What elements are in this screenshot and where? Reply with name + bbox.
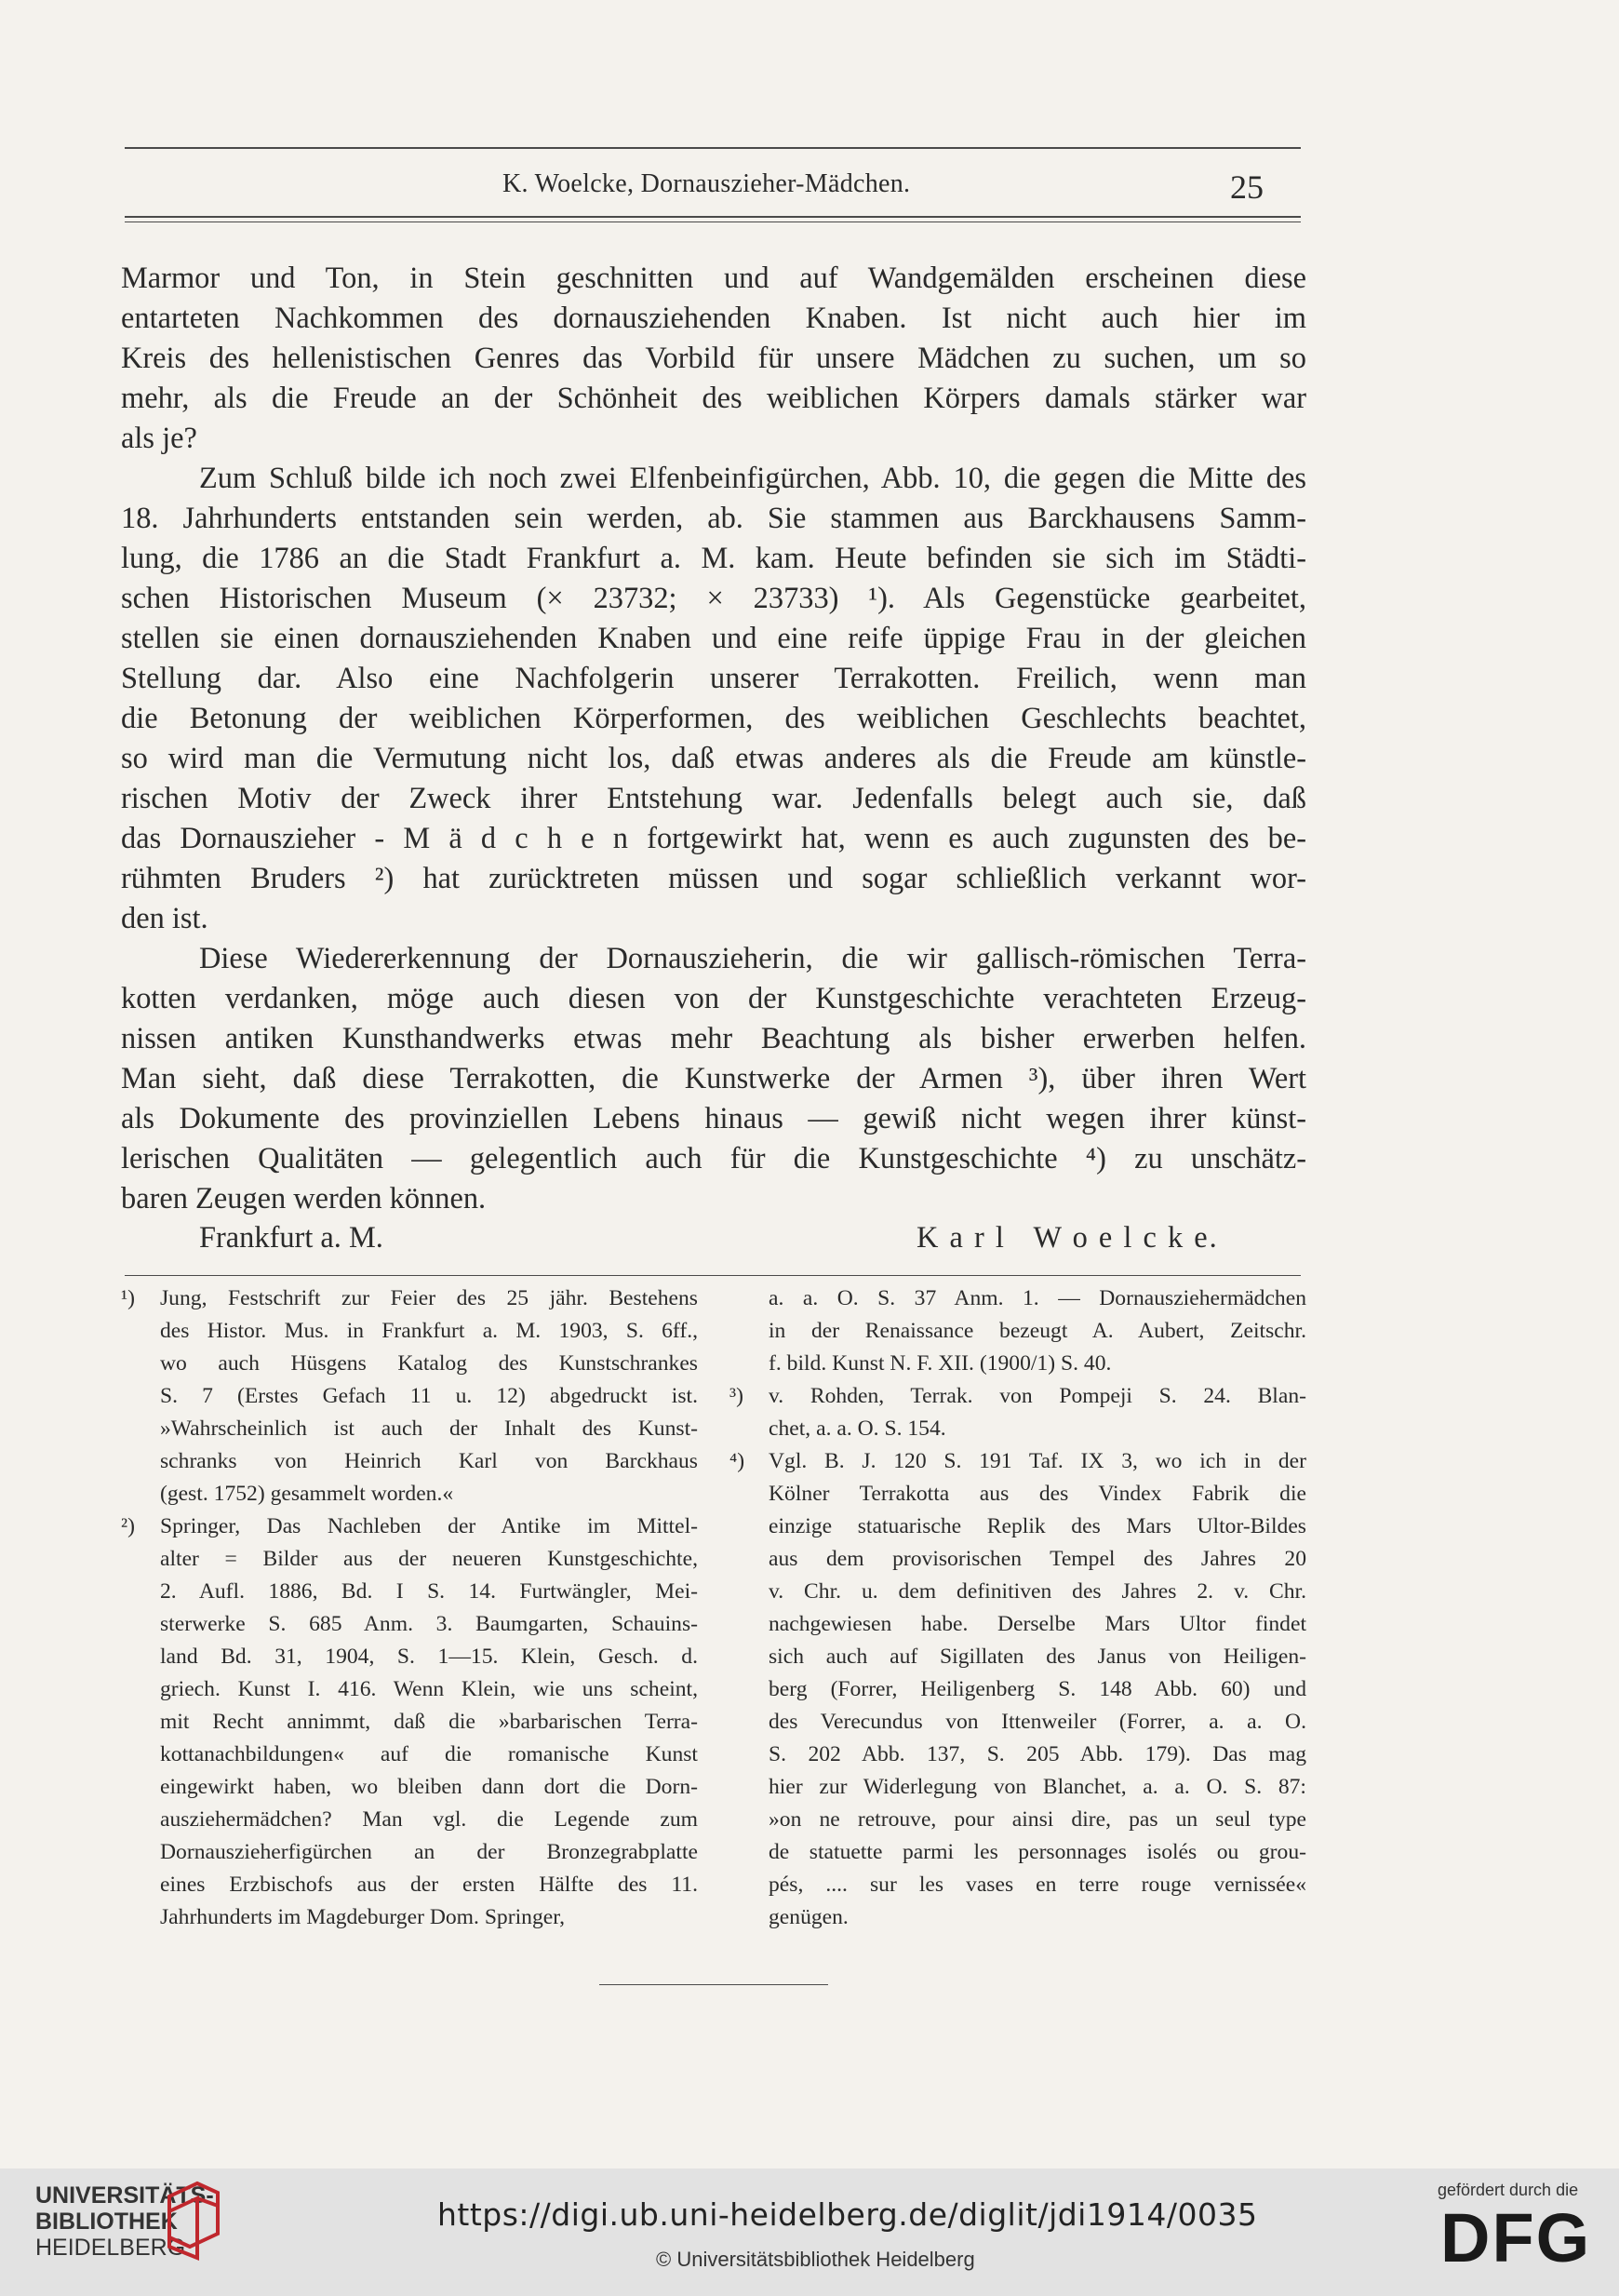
footnote bbox=[121, 1282, 698, 1511]
footnote-line: v. Chr. u. dem definitiven des Jahres 2. v. Chr. bbox=[769, 1579, 1306, 1604]
footnote-line: alter = Bilder aus der neueren Kunstgeschichte, bbox=[160, 1547, 698, 1571]
body-line: kotten verdanken, möge auch diesen von der Kunstgeschichte verachteten Erzeug- bbox=[121, 982, 1306, 1015]
footnotes-right-column bbox=[729, 1282, 1306, 1934]
footnote-number: ¹) bbox=[121, 1286, 135, 1310]
copyright-notice: © Universitätsbibliothek Heidelberg bbox=[656, 2248, 975, 2271]
footnote-number: ⁴) bbox=[729, 1449, 745, 1473]
footnote-line: genügen. bbox=[769, 1905, 849, 1929]
footnote-line: einzige statuarische Replik des Mars Ultor-Bildes bbox=[769, 1514, 1306, 1538]
footnote bbox=[729, 1282, 1306, 1380]
body-line: als je? bbox=[121, 422, 197, 455]
footnote-number: ²) bbox=[121, 1514, 135, 1538]
body-line: lerischen Qualitäten — gelegentlich auch für die Kunstgeschichte ⁴) zu unschätz- bbox=[121, 1142, 1306, 1175]
footnote-line: 2. Aufl. 1886, Bd. I S. 14. Furtwängler, Mei- bbox=[160, 1579, 698, 1604]
body-line: rischen Motiv der Zweck ihrer Entstehung war. Jedenfalls belegt auch sie, daß bbox=[121, 782, 1306, 815]
footnote-line: aus dem provisorischen Tempel des Jahres 20 bbox=[769, 1547, 1306, 1571]
footnote bbox=[121, 1511, 698, 1934]
body-line: das Dornauszieher - M ä d c h e n fortgewirkt hat, wenn es auch zugunsten des be- bbox=[121, 822, 1306, 855]
footnote-line: »on ne retrouve, pour ainsi dire, pas un seul type bbox=[769, 1807, 1306, 1832]
funded-by-label: gefördert durch die bbox=[1438, 2181, 1579, 2199]
footnote-line: S. 7 (Erstes Gefach 11 u. 12) abgedruckt ist. bbox=[160, 1384, 698, 1408]
body-line: lung, die 1786 an die Stadt Frankfurt a. M. kam. Heute befinden sie sich im Städti- bbox=[121, 542, 1306, 575]
footnote-line: schranks von Heinrich Karl von Barckhaus bbox=[160, 1449, 698, 1473]
running-title: K. Woelcke, Dornauszieher-Mädchen. bbox=[502, 169, 911, 198]
footnote-line: sich auch auf Sigillaten des Janus von Heiligen- bbox=[769, 1645, 1306, 1669]
body-line: als Dokumente des provinziellen Lebens hinaus — gewiß nicht wegen ihrer künst- bbox=[121, 1102, 1306, 1135]
footnote-line: S. 202 Abb. 137, S. 205 Abb. 179). Das mag bbox=[769, 1742, 1306, 1766]
footnote-line: hier zur Widerlegung von Blanchet, a. a. O. S. 87: bbox=[769, 1775, 1306, 1799]
footnote-line: Springer, Das Nachleben der Antike im Mittel- bbox=[160, 1514, 698, 1538]
footnote-number: ³) bbox=[729, 1384, 743, 1408]
body-line: Man sieht, daß diese Terrakotten, die Kunstwerke der Armen ³), über ihren Wert bbox=[121, 1062, 1306, 1095]
footnote-line: chet, a. a. O. S. 154. bbox=[769, 1417, 946, 1441]
footnote-line: sterwerke S. 685 Anm. 3. Baumgarten, Schauins- bbox=[160, 1612, 698, 1636]
footnote-line: berg (Forrer, Heiligenberg S. 148 Abb. 60) und bbox=[769, 1677, 1306, 1701]
header-rule-top bbox=[125, 147, 1301, 149]
footnote-line: pés, .... sur les vases en terre rouge vernissée« bbox=[769, 1873, 1306, 1897]
footnote-line: eines Erzbischofs aus der ersten Hälfte des 11. bbox=[160, 1873, 698, 1897]
footnote-line: mit Recht annimmt, daß die »barbarischen Terra- bbox=[160, 1710, 698, 1734]
footnote-line: wo auch Hüsgens Katalog des Kunstschrankes bbox=[160, 1351, 698, 1376]
footnote-line: Vgl. B. J. 120 S. 191 Taf. IX 3, wo ich in der bbox=[769, 1449, 1306, 1473]
footnote-line: in der Renaissance bezeugt A. Aubert, Zeitschr. bbox=[769, 1319, 1306, 1343]
body-line: die Betonung der weiblichen Körperformen, des weiblichen Geschlechts beachtet, bbox=[121, 702, 1306, 735]
body-line: Diese Wiedererkennung der Dornauszieherin, die wir gallisch-römischen Terra- bbox=[199, 942, 1306, 975]
footnote bbox=[729, 1380, 1306, 1445]
place-signature: Frankfurt a. M. bbox=[199, 1221, 383, 1255]
library-name-line3: HEIDELBERG bbox=[35, 2235, 186, 2261]
library-name-line1: UNIVERSITÄTS- bbox=[35, 2182, 214, 2209]
footnote-line: kottanachbildungen« auf die romanische Kunst bbox=[160, 1742, 698, 1766]
footnote-line: v. Rohden, Terrak. von Pompeji S. 24. Blan- bbox=[769, 1384, 1306, 1408]
footnote-line: des Histor. Mus. in Frankfurt a. M. 1903, S. 6ff., bbox=[160, 1319, 698, 1343]
footnote-line: Kölner Terrakotta aus des Vindex Fabrik die bbox=[769, 1482, 1306, 1506]
body-line: so wird man die Vermutung nicht los, daß etwas anderes als die Freude am künstle- bbox=[121, 742, 1306, 775]
footnote-line: f. bild. Kunst N. F. XII. (1900/1) S. 40. bbox=[769, 1351, 1112, 1376]
body-line: Kreis des hellenistischen Genres das Vorbild für unsere Mädchen zu suchen, um so bbox=[121, 342, 1306, 375]
footnote-line: nachgewiesen habe. Derselbe Mars Ultor findet bbox=[769, 1612, 1306, 1636]
body-line: rühmten Bruders ²) hat zurücktreten müssen und sogar schließlich verkannt wor- bbox=[121, 862, 1306, 895]
library-logo-icon bbox=[160, 2178, 225, 2263]
body-line: schen Historischen Museum (× 23732; × 23733) ¹). Als Gegenstücke gearbeitet, bbox=[121, 582, 1306, 615]
footnote-line: Jahrhunderts im Magdeburger Dom. Springer, bbox=[160, 1905, 566, 1929]
footnote-line: a. a. O. S. 37 Anm. 1. — Dornausziehermädchen bbox=[769, 1286, 1306, 1310]
footnote-line: Jung, Festschrift zur Feier des 25 jähr. Bestehens bbox=[160, 1286, 698, 1310]
footnote-line: eingewirkt haben, wo bleiben dann dort die Dorn- bbox=[160, 1775, 698, 1799]
footnote-line: (gest. 1752) gesammelt worden.« bbox=[160, 1482, 454, 1506]
dfg-logo: DFG bbox=[1440, 2199, 1592, 2276]
end-rule bbox=[599, 1984, 828, 1985]
footnote-line: »Wahrscheinlich ist auch der Inhalt des Kunst- bbox=[160, 1417, 698, 1441]
footnote bbox=[729, 1445, 1306, 1934]
body-line: Zum Schluß bilde ich noch zwei Elfenbeinfigürchen, Abb. 10, die gegen die Mitte des bbox=[199, 462, 1306, 495]
author-signature: K a r l W o e l c k e. bbox=[917, 1221, 1219, 1255]
permalink-url[interactable]: https://digi.ub.uni-heidelberg.de/diglit/jdi1914/0035 bbox=[437, 2196, 1258, 2233]
body-line: 18. Jahrhunderts entstanden sein werden, ab. Sie stammen aus Barckhausens Samm- bbox=[121, 502, 1306, 535]
body-line: Marmor und Ton, in Stein geschnitten und auf Wandgemälden erscheinen diese bbox=[121, 262, 1306, 295]
footnote-line: griech. Kunst I. 416. Wenn Klein, wie uns scheint, bbox=[160, 1677, 698, 1701]
body-line: baren Zeugen werden können. bbox=[121, 1182, 487, 1215]
body-line: entarteten Nachkommen des dornausziehenden Knaben. Ist nicht auch hier im bbox=[121, 302, 1306, 335]
footnote-line: Dornauszieherfigürchen an der Bronzegrabplatte bbox=[160, 1840, 698, 1864]
body-line: nissen antiken Kunsthandwerks etwas mehr Beachtung als bisher erwerben helfen. bbox=[121, 1022, 1306, 1055]
body-line: mehr, als die Freude an der Schönheit des weiblichen Körpers damals stärker war bbox=[121, 382, 1306, 415]
body-text bbox=[121, 259, 1306, 1219]
footnotes-left-column bbox=[121, 1282, 698, 1934]
footnote-line: de statuette parmi les personnages isolés ou grou- bbox=[769, 1840, 1306, 1864]
footnote-line: ausziehermädchen? Man vgl. die Legende zum bbox=[160, 1807, 698, 1832]
body-line: stellen sie einen dornausziehenden Knaben und eine reife üppige Frau in der gleichen bbox=[121, 622, 1306, 655]
footnote-rule bbox=[125, 1275, 1301, 1276]
header-rule-bottom-1 bbox=[125, 216, 1301, 218]
library-name-line2: BIBLIOTHEK bbox=[35, 2209, 178, 2235]
footnote-line: land Bd. 31, 1904, S. 1—15. Klein, Gesch. d. bbox=[160, 1645, 698, 1669]
page-number: 25 bbox=[1230, 168, 1264, 206]
footnote-line: des Verecundus von Ittenweiler (Forrer, a. a. O. bbox=[769, 1710, 1306, 1734]
body-line: den ist. bbox=[121, 902, 208, 935]
body-line: Stellung dar. Also eine Nachfolgerin unserer Terrakotten. Freilich, wenn man bbox=[121, 662, 1306, 695]
